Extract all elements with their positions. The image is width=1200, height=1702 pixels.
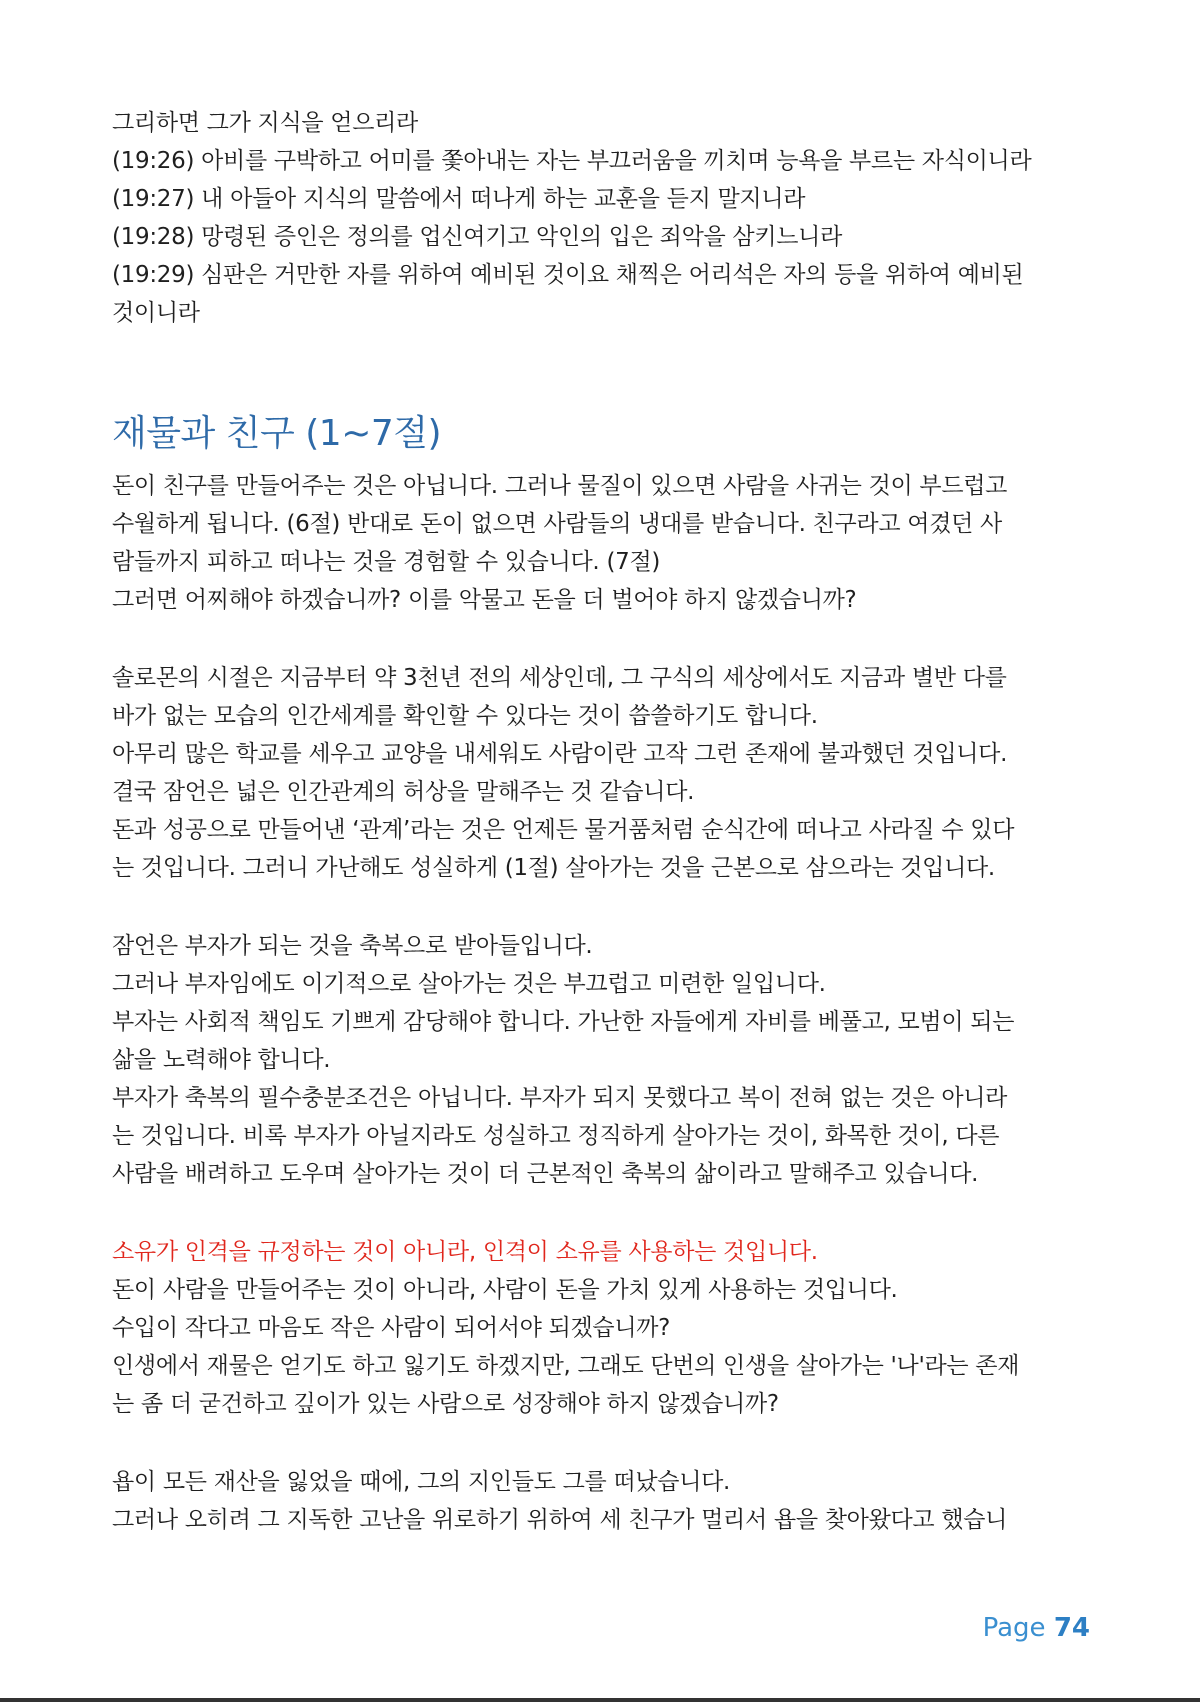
text-line: 부자는 사회적 책임도 기쁘게 감당해야 합니다. 가난한 자들에게 자비를 베풀고, 모범이 되는 (112, 1009, 1015, 1035)
text-line: 는 것입니다. 그러니 가난해도 성실하게 (1절) 살아가는 것을 근본으로 삼으라는 것입니다. (112, 855, 995, 881)
spacer (112, 1193, 1092, 1233)
page-number (983, 1613, 1090, 1643)
text-line: 아무리 많은 학교를 세우고 교양을 내세워도 사람이란 고작 그런 존재에 불과했던 것입니다. (112, 741, 1008, 767)
text-line: 부자가 축복의 필수충분조건은 아닙니다. 부자가 되지 못했다고 복이 전혀 없는 것은 아니라 (112, 1085, 1008, 1111)
text-line: 잠언은 부자가 되는 것을 축복으로 받아들입니다. (112, 933, 593, 959)
scripture-block (112, 104, 1092, 332)
spacer (112, 332, 1092, 411)
spacer (112, 1423, 1092, 1463)
text-line: 그리하면 그가 지식을 얻으리라 (112, 110, 418, 136)
verse-line: (19:27) 내 아들아 지식의 말씀에서 떠나게 하는 교훈을 듣지 말지니라 (112, 186, 806, 212)
text-line: 수월하게 됩니다. (6절) 반대로 돈이 없으면 사람들의 냉대를 받습니다. 친구라고 여겼던 사 (112, 511, 1002, 537)
text-line: 그러나 오히려 그 지독한 고난을 위로하기 위하여 세 친구가 멀리서 욥을 찾아왔다고 했습니 (112, 1507, 1008, 1533)
page-label: Page (982, 1613, 1046, 1643)
text-line: 는 것입니다. 비록 부자가 아닐지라도 성실하고 정직하게 살아가는 것이, 화목한 것이, 다른 (112, 1123, 1000, 1149)
text-line: 수입이 작다고 마음도 작은 사람이 되어서야 되겠습니까? (112, 1315, 671, 1341)
text-line: 바가 없는 모습의 인간세계를 확인할 수 있다는 것이 씁쓸하기도 합니다. (112, 703, 818, 729)
paragraph (112, 1233, 1092, 1423)
verse-line: (19:28) 망령된 증인은 정의를 업신여기고 악인의 입은 죄악을 삼키느니라 (112, 224, 843, 250)
spacer (112, 887, 1092, 927)
page-content (112, 104, 1092, 1539)
text-line: 결국 잠언은 넓은 인간관계의 허상을 말해주는 것 같습니다. (112, 779, 695, 805)
text-line: 그러면 어찌해야 하겠습니까? 이를 악물고 돈을 더 벌어야 하지 않겠습니까? (112, 587, 857, 613)
verse-line: (19:29) 심판은 거만한 자를 위하여 예비된 것이요 채찍은 어리석은 자의 등을 위하여 예비된 (112, 262, 1024, 288)
text-line: 람들까지 피하고 떠나는 것을 경험할 수 있습니다. (7절) (112, 549, 661, 575)
paragraph (112, 1463, 1092, 1539)
verse-line: (19:26) 아비를 구박하고 어미를 쫓아내는 자는 부끄러움을 끼치며 능욕을 부르는 자식이니라 (112, 148, 1032, 174)
text-line: 삶을 노력해야 합니다. (112, 1047, 331, 1073)
paragraph (112, 659, 1092, 887)
text-line: 사람을 배려하고 도우며 살아가는 것이 더 근본적인 축복의 삶이라고 말해주고 있습니다. (112, 1161, 979, 1187)
highlighted-line: 소유가 인격을 규정하는 것이 아니라, 인격이 소유를 사용하는 것입니다. (112, 1239, 818, 1265)
section-heading: 재물과 친구 (1~7절) (112, 413, 442, 454)
text-line: 그러나 부자임에도 이기적으로 살아가는 것은 부끄럽고 미련한 일입니다. (112, 971, 826, 997)
page-number-value: 74 (1053, 1613, 1090, 1643)
text-line: 솔로몬의 시절은 지금부터 약 3천년 전의 세상인데, 그 구식의 세상에서도 지금과 별반 다를 (112, 665, 1007, 691)
text-line: 인생에서 재물은 얻기도 하고 잃기도 하겠지만, 그래도 단번의 인생을 살아가는 '나'라는 존재 (112, 1353, 1020, 1379)
text-line: 욥이 모든 재산을 잃었을 때에, 그의 지인들도 그를 떠났습니다. (112, 1469, 731, 1495)
text-line: 돈이 사람을 만들어주는 것이 아니라, 사람이 돈을 가치 있게 사용하는 것입니다. (112, 1277, 898, 1303)
paragraph (112, 927, 1092, 1193)
paragraph (112, 467, 1092, 619)
bottom-rule (0, 1698, 1200, 1702)
text-line: 돈과 성공으로 만들어낸 ‘관계’라는 것은 언제든 물거품처럼 순식간에 떠나고 사라질 수 있다 (112, 817, 1015, 843)
text-line: 는 좀 더 굳건하고 깊이가 있는 사람으로 성장해야 하지 않겠습니까? (112, 1391, 779, 1417)
text-line: 돈이 친구를 만들어주는 것은 아닙니다. 그러나 물질이 있으면 사람을 사귀는 것이 부드럽고 (112, 473, 1008, 499)
verse-line: 것이니라 (112, 300, 200, 326)
spacer (112, 619, 1092, 659)
